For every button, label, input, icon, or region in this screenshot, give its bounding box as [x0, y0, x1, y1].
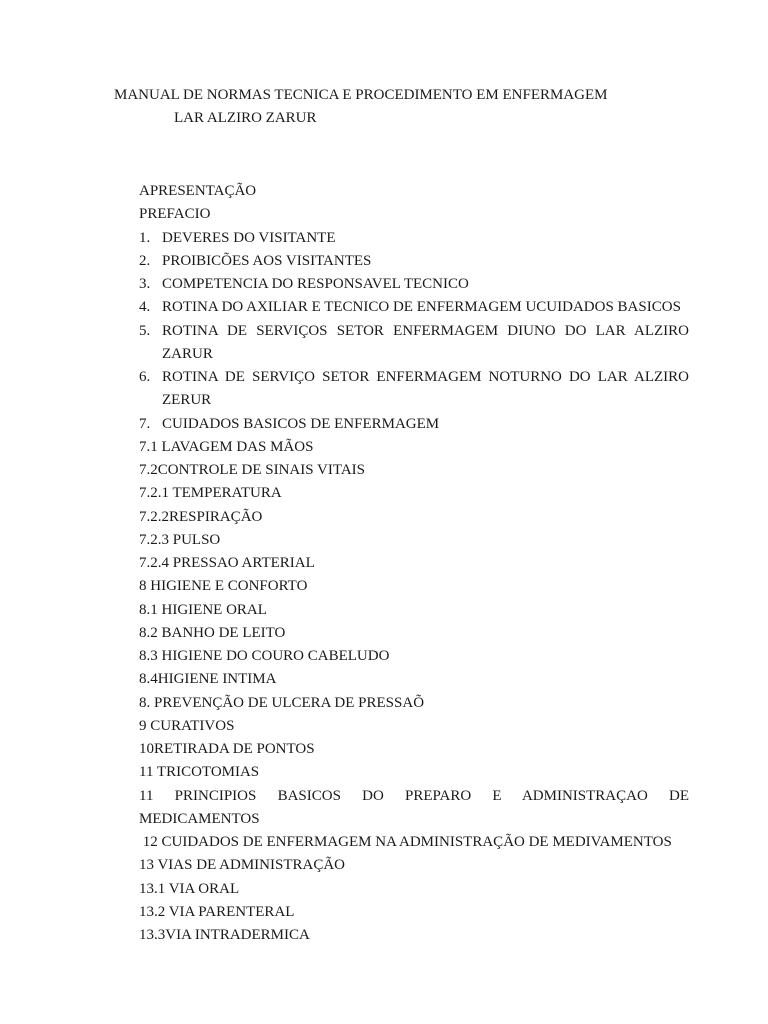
toc-item: 8. PREVENÇÃO DE ULCERA DE PRESSAÕ	[139, 694, 425, 711]
toc-item: 7.1 LAVAGEM DAS MÃOS	[139, 438, 314, 455]
document-subtitle: LAR ALZIRO ZARUR	[174, 110, 317, 126]
toc-item-text: CUIDADOS BASICOS DE ENFERMAGEM	[162, 415, 440, 432]
toc-item: 13.3VIA INTRADERMICA	[139, 927, 310, 943]
toc-item: 11 TRICOTOMIAS	[139, 764, 260, 781]
toc-item: 9 CURATIVOS	[139, 717, 235, 734]
toc-item-text: ROTINA DE SERVIÇO SETOR ENFERMAGEM NOTURNO DO LAR ALZIRO ZERUR	[162, 369, 689, 409]
toc-numbered-item	[139, 366, 689, 413]
toc-item: 8.1 HIGIENE ORAL	[139, 601, 267, 618]
toc-item: 13 VIAS DE ADMINISTRAÇÃO	[139, 857, 345, 874]
toc-item-text: PROIBICÕES AOS VISITANTES	[162, 252, 372, 269]
toc-item: 12 CUIDADOS DE ENFERMAGEM NA ADMINISTRAÇÃO DE MEDIVAMENTOS	[139, 834, 672, 850]
toc-item: 8.4HIGIENE INTIMA	[139, 671, 277, 688]
table-of-contents	[139, 180, 689, 947]
toc-item: 8.2 BANHO DE LEITO	[139, 624, 286, 641]
toc-item-prefacio: PREFACIO	[139, 206, 211, 223]
toc-item: 8 HIGIENE E CONFORTO	[139, 578, 308, 595]
toc-item: 8.3 HIGIENE DO COURO CABELUDO	[139, 648, 390, 664]
toc-item: 7.2.1 TEMPERATURA	[139, 485, 282, 502]
toc-item-text: DEVERES DO VISITANTE	[162, 229, 336, 246]
toc-item-number: 1.	[139, 229, 151, 246]
toc-item: 7.2.3 PULSO	[139, 531, 221, 548]
toc-item: 7.2.2RESPIRAÇÃO	[139, 508, 263, 525]
toc-item-text: ROTINA DE SERVIÇOS SETOR ENFERMAGEM DIUNO DO LAR ALZIRO ZARUR	[162, 322, 689, 362]
toc-item: 13.1 VIA ORAL	[139, 880, 240, 897]
toc-item: 13.2 VIA PARENTERAL	[139, 903, 295, 920]
toc-item-text: ROTINA DO AXILIAR E TECNICO DE ENFERMAGEM UCUIDADOS BASICOS	[162, 299, 681, 316]
toc-numbered-item	[139, 273, 689, 296]
toc-item-apresentacao: APRESENTAÇÃO	[139, 183, 257, 199]
toc-item: 10RETIRADA DE PONTOS	[139, 741, 315, 757]
toc-numbered-item	[139, 227, 689, 250]
toc-item-number: 3.	[139, 276, 151, 292]
toc-item-number: 6.	[139, 369, 151, 385]
toc-numbered-item	[139, 413, 689, 436]
toc-item: 11 PRINCIPIOS BASICOS DO PREPARO E ADMINISTRAÇAO DE MEDICAMENTOS	[139, 787, 689, 827]
toc-item: 7.2CONTROLE DE SINAIS VITAIS	[139, 462, 366, 478]
toc-item-number: 5.	[139, 322, 151, 339]
toc-item-text: COMPETENCIA DO RESPONSAVEL TECNICO	[162, 276, 469, 292]
document-title: MANUAL DE NORMAS TECNICA E PROCEDIMENTO EM ENFERMAGEM	[114, 87, 608, 103]
toc-numbered-item	[139, 320, 689, 367]
toc-item-number: 7.	[139, 415, 151, 432]
toc-numbered-item	[139, 296, 689, 319]
toc-item-number: 2.	[139, 252, 151, 269]
toc-numbered-item	[139, 250, 689, 273]
toc-item-number: 4.	[139, 299, 151, 316]
toc-item: 7.2.4 PRESSAO ARTERIAL	[139, 555, 315, 571]
